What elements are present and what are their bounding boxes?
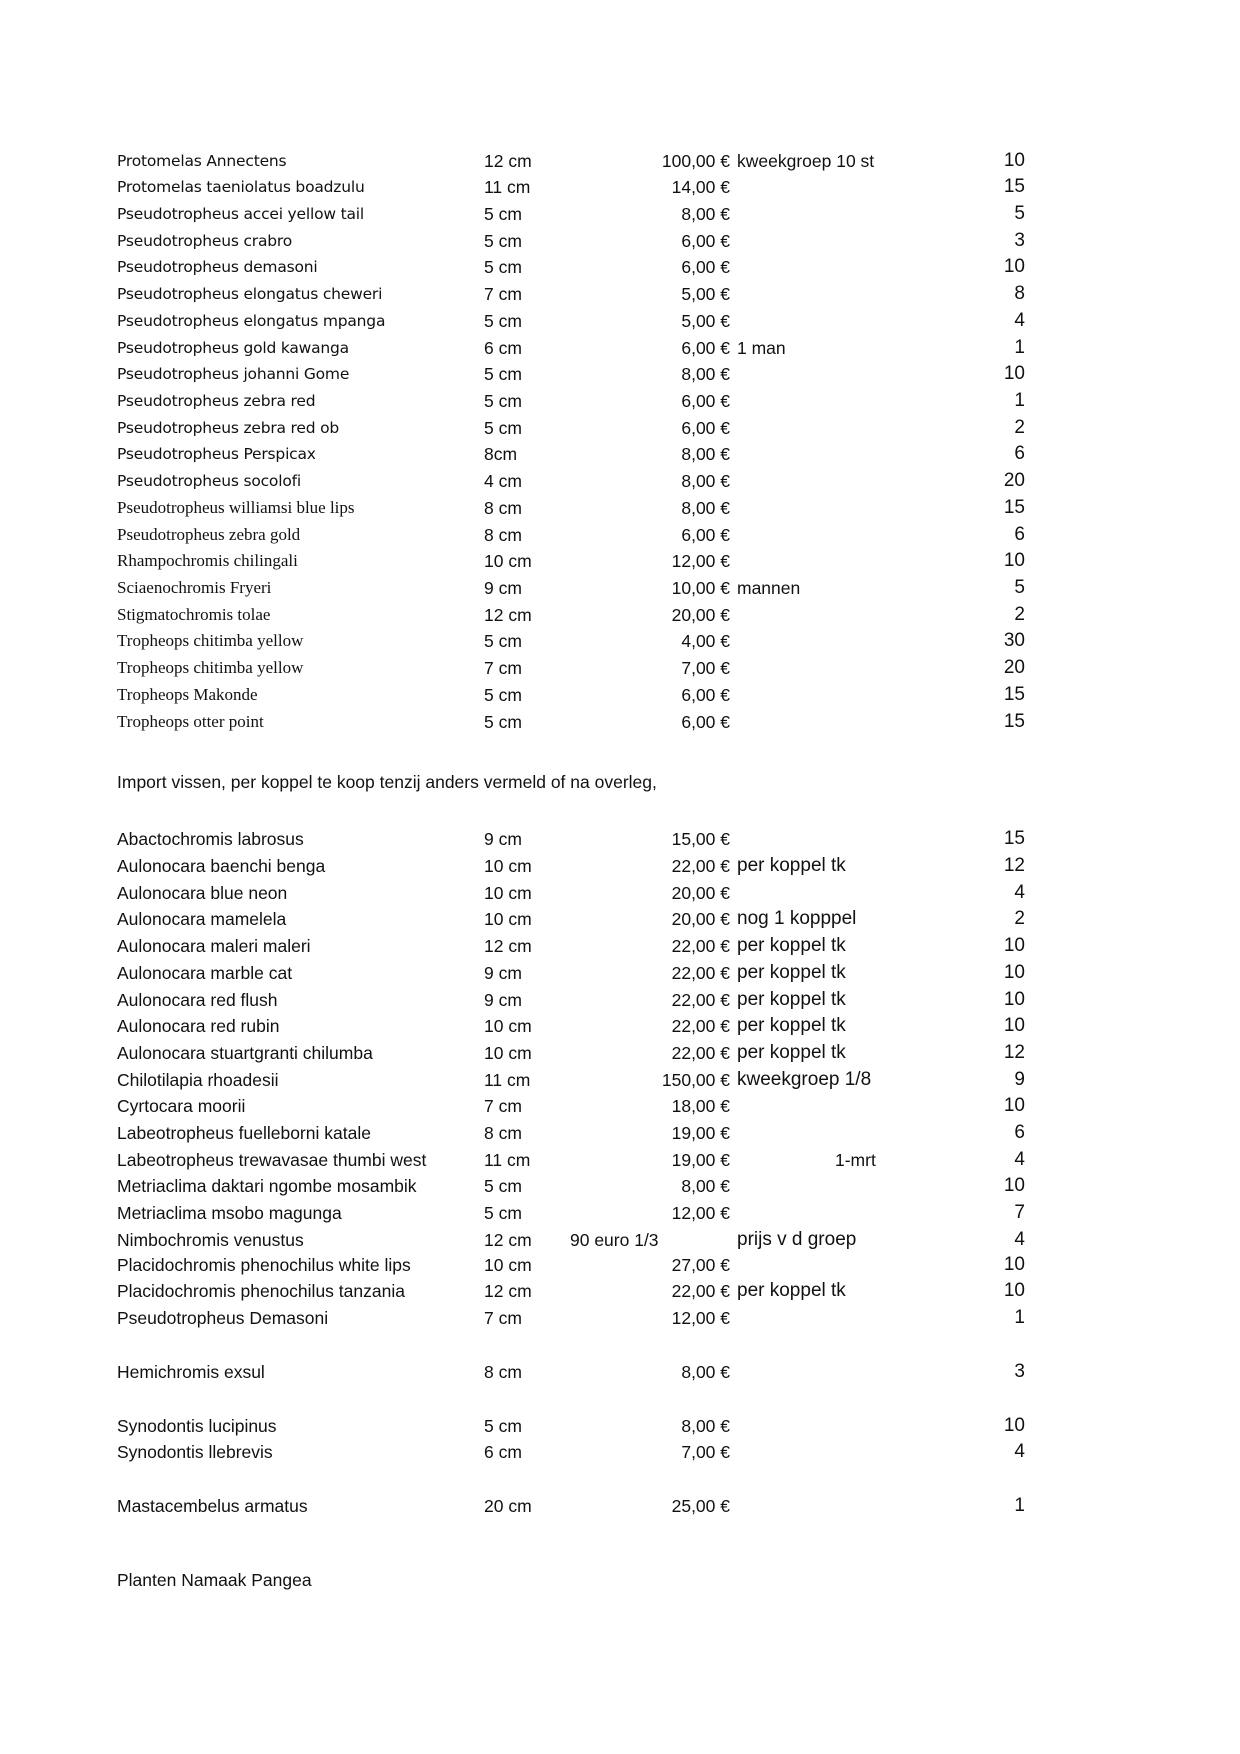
species-name: Aulonocara maleri maleri — [117, 936, 311, 956]
species-name: Tropheops Makonde — [117, 685, 258, 704]
fish-size: 10 cm — [484, 856, 532, 876]
table-row — [0, 415, 1240, 441]
price: 22,00 € — [671, 936, 730, 956]
species-name: Tropheops chitimba yellow — [117, 631, 304, 650]
table-row — [0, 228, 1240, 254]
quantity: 4 — [1014, 882, 1025, 903]
species-name: Pseudotropheus elongatus mpanga — [117, 312, 386, 330]
species-name: Aulonocara red flush — [117, 990, 278, 1010]
price: 8,00 € — [681, 498, 730, 518]
fish-size: 6 cm — [484, 1442, 522, 1462]
species-name: Nimbochromis venustus — [117, 1230, 304, 1250]
price: 22,00 € — [671, 963, 730, 983]
table-row — [0, 655, 1240, 681]
price: 8,00 € — [681, 1362, 730, 1382]
quantity: 10 — [1003, 1415, 1025, 1436]
price: 6,00 € — [681, 257, 730, 277]
fish-size: 5 cm — [484, 631, 522, 651]
species-name: Synodontis lucipinus — [117, 1416, 277, 1436]
fish-size: 9 cm — [484, 990, 522, 1010]
quantity: 15 — [1003, 711, 1025, 732]
quantity: 10 — [1003, 256, 1025, 277]
table-row — [0, 548, 1240, 574]
price: 22,00 € — [671, 1016, 730, 1036]
species-name: Cyrtocara moorii — [117, 1096, 246, 1116]
table-row — [0, 1439, 1240, 1465]
fish-size: 10 cm — [484, 909, 532, 929]
price: 12,00 € — [671, 1203, 730, 1223]
quantity: 4 — [1014, 1441, 1025, 1462]
species-name: Placidochromis phenochilus white lips — [117, 1255, 411, 1275]
quantity: 10 — [1003, 363, 1025, 384]
price: 90 euro 1/3 — [570, 1230, 659, 1250]
table-row — [0, 1227, 1240, 1253]
species-name: Protomelas Annectens — [117, 152, 287, 170]
table-row — [0, 960, 1240, 986]
fish-size: 5 cm — [484, 1176, 522, 1196]
note: mannen — [737, 578, 801, 598]
quantity: 2 — [1014, 908, 1025, 929]
species-name: Protomelas taeniolatus boadzulu — [117, 178, 365, 196]
quantity: 1 — [1014, 390, 1025, 411]
table-row — [0, 308, 1240, 334]
price: 22,00 € — [671, 1043, 730, 1063]
quantity: 15 — [1003, 684, 1025, 705]
table-row — [0, 281, 1240, 307]
price: 8,00 € — [681, 1416, 730, 1436]
price: 6,00 € — [681, 418, 730, 438]
fish-size: 12 cm — [484, 151, 532, 171]
note: kweekgroep 10 st — [737, 151, 875, 171]
species-name: Pseudotropheus williamsi blue lips — [117, 498, 355, 517]
note: per koppel tk — [737, 1015, 846, 1036]
table-row — [0, 628, 1240, 654]
price: 19,00 € — [671, 1150, 730, 1170]
price: 5,00 € — [681, 311, 730, 331]
fish-size: 5 cm — [484, 364, 522, 384]
table-row — [0, 1173, 1240, 1199]
price: 14,00 € — [671, 177, 730, 197]
price: 12,00 € — [671, 551, 730, 571]
quantity: 10 — [1003, 1015, 1025, 1036]
quantity: 4 — [1014, 1229, 1025, 1250]
quantity: 12 — [1003, 1042, 1025, 1063]
species-name: Hemichromis exsul — [117, 1362, 265, 1382]
quantity: 10 — [1003, 1280, 1025, 1301]
price: 25,00 € — [671, 1496, 730, 1516]
fish-size: 5 cm — [484, 204, 522, 224]
quantity: 5 — [1014, 203, 1025, 224]
quantity: 6 — [1014, 524, 1025, 545]
species-name: Pseudotropheus zebra red ob — [117, 419, 340, 437]
price: 7,00 € — [681, 658, 730, 678]
table-row — [0, 853, 1240, 879]
quantity: 2 — [1014, 604, 1025, 625]
species-name: Labeotropheus fuelleborni katale — [117, 1123, 371, 1143]
species-name: Pseudotropheus elongatus cheweri — [117, 285, 383, 303]
price: 22,00 € — [671, 1281, 730, 1301]
table-row — [0, 1200, 1240, 1226]
quantity: 10 — [1003, 989, 1025, 1010]
species-name: Aulonocara baenchi benga — [117, 856, 326, 876]
fish-size: 20 cm — [484, 1496, 532, 1516]
table-row — [0, 880, 1240, 906]
species-name: Aulonocara blue neon — [117, 883, 288, 903]
price: 18,00 € — [671, 1096, 730, 1116]
note: per koppel tk — [737, 935, 846, 956]
price: 6,00 € — [681, 685, 730, 705]
species-name: Rhampochromis chilingali — [117, 551, 298, 570]
fish-size: 9 cm — [484, 963, 522, 983]
quantity: 1 — [1014, 337, 1025, 358]
fish-size: 12 cm — [484, 1281, 532, 1301]
price: 6,00 € — [681, 338, 730, 358]
price: 6,00 € — [681, 525, 730, 545]
table-row — [0, 388, 1240, 414]
fish-size: 5 cm — [484, 311, 522, 331]
quantity: 12 — [1003, 855, 1025, 876]
price: 150,00 € — [661, 1070, 730, 1090]
note: per koppel tk — [737, 989, 846, 1010]
fish-size: 12 cm — [484, 936, 532, 956]
note: nog 1 kopppel — [737, 908, 857, 929]
quantity: 10 — [1003, 962, 1025, 983]
species-name: Aulonocara mamelela — [117, 909, 287, 929]
quantity: 10 — [1003, 550, 1025, 571]
table-row — [0, 826, 1240, 852]
table-row — [0, 1093, 1240, 1119]
table-row — [0, 1359, 1240, 1385]
fish-size: 7 cm — [484, 1096, 522, 1116]
note: per koppel tk — [737, 962, 846, 983]
fish-size: 8 cm — [484, 1123, 522, 1143]
price: 100,00 € — [661, 151, 730, 171]
quantity: 10 — [1003, 1095, 1025, 1116]
fish-size: 12 cm — [484, 1230, 532, 1250]
quantity: 7 — [1014, 1202, 1025, 1223]
table-row — [0, 201, 1240, 227]
table-row — [0, 1413, 1240, 1439]
fish-size: 9 cm — [484, 578, 522, 598]
price: 12,00 € — [671, 1308, 730, 1328]
note: per koppel tk — [737, 855, 846, 876]
species-name: Pseudotropheus Perspicax — [117, 445, 316, 463]
table-row — [0, 906, 1240, 932]
price: 20,00 € — [671, 605, 730, 625]
price: 8,00 € — [681, 444, 730, 464]
fish-size: 10 cm — [484, 1255, 532, 1275]
price: 15,00 € — [671, 829, 730, 849]
price: 6,00 € — [681, 712, 730, 732]
species-name: Placidochromis phenochilus tanzania — [117, 1281, 405, 1301]
fish-size: 8 cm — [484, 498, 522, 518]
price: 20,00 € — [671, 909, 730, 929]
fish-size: 11 cm — [484, 177, 531, 197]
fish-size: 10 cm — [484, 883, 532, 903]
table-row — [0, 468, 1240, 494]
quantity: 30 — [1003, 630, 1025, 651]
table-row — [0, 1013, 1240, 1039]
note: 1-mrt — [835, 1150, 876, 1170]
quantity: 15 — [1003, 176, 1025, 197]
species-name: Tropheops otter point — [117, 712, 264, 731]
fish-size: 10 cm — [484, 551, 532, 571]
fish-size: 7 cm — [484, 658, 522, 678]
quantity: 1 — [1014, 1307, 1025, 1328]
quantity: 10 — [1003, 1254, 1025, 1275]
table-row — [0, 987, 1240, 1013]
note: 1 man — [737, 338, 786, 358]
species-name: Pseudotropheus zebra gold — [117, 525, 301, 544]
species-name: Pseudotropheus demasoni — [117, 258, 318, 276]
price: 7,00 € — [681, 1442, 730, 1462]
price: 20,00 € — [671, 883, 730, 903]
table-row — [0, 933, 1240, 959]
fish-size: 7 cm — [484, 284, 522, 304]
species-name: Metriaclima msobo magunga — [117, 1203, 342, 1223]
species-name: Aulonocara stuartgranti chilumba — [117, 1043, 373, 1063]
price: 27,00 € — [671, 1255, 730, 1275]
fish-size: 5 cm — [484, 685, 522, 705]
species-name: Mastacembelus armatus — [117, 1496, 308, 1516]
table-row — [0, 1305, 1240, 1331]
table-row — [0, 441, 1240, 467]
quantity: 5 — [1014, 577, 1025, 598]
price: 22,00 € — [671, 856, 730, 876]
quantity: 6 — [1014, 443, 1025, 464]
plants-heading: Planten Namaak Pangea — [117, 1570, 312, 1590]
table-row — [0, 174, 1240, 200]
price: 19,00 € — [671, 1123, 730, 1143]
note: prijs v d groep — [737, 1229, 857, 1250]
species-name: Pseudotropheus zebra red — [117, 392, 316, 410]
quantity: 10 — [1003, 150, 1025, 171]
quantity: 3 — [1014, 1361, 1025, 1382]
price: 8,00 € — [681, 1176, 730, 1196]
fish-size: 8cm — [484, 444, 518, 464]
note: kweekgroep 1/8 — [737, 1069, 872, 1090]
price: 6,00 € — [681, 391, 730, 411]
quantity: 4 — [1014, 1149, 1025, 1170]
note: per koppel tk — [737, 1042, 846, 1063]
species-name: Pseudotropheus gold kawanga — [117, 339, 349, 357]
table-row — [0, 1067, 1240, 1093]
fish-size: 8 cm — [484, 1362, 522, 1382]
price: 8,00 € — [681, 204, 730, 224]
price: 6,00 € — [681, 231, 730, 251]
table-row — [0, 1493, 1240, 1519]
quantity: 6 — [1014, 1122, 1025, 1143]
fish-size: 4 cm — [484, 471, 522, 491]
species-name: Pseudotropheus socolofi — [117, 472, 301, 490]
fish-size: 5 cm — [484, 391, 522, 411]
table-row — [0, 682, 1240, 708]
table-row — [0, 335, 1240, 361]
price: 8,00 € — [681, 471, 730, 491]
fish-size: 5 cm — [484, 418, 522, 438]
note: per koppel tk — [737, 1280, 846, 1301]
table-row — [0, 602, 1240, 628]
fish-size: 5 cm — [484, 1416, 522, 1436]
fish-size: 6 cm — [484, 338, 522, 358]
fish-size: 8 cm — [484, 525, 522, 545]
species-name: Abactochromis labrosus — [117, 829, 304, 849]
table-row — [0, 575, 1240, 601]
table-row — [0, 148, 1240, 174]
table-row — [0, 1147, 1240, 1173]
price: 8,00 € — [681, 364, 730, 384]
species-name: Pseudotropheus accei yellow tail — [117, 205, 364, 223]
species-name: Pseudotropheus Demasoni — [117, 1308, 329, 1328]
table-row — [0, 522, 1240, 548]
price: 4,00 € — [681, 631, 730, 651]
price: 5,00 € — [681, 284, 730, 304]
species-name: Stigmatochromis tolae — [117, 605, 271, 624]
import-heading: Import vissen, per koppel te koop tenzij anders vermeld of na overleg, — [117, 772, 657, 792]
table-row — [0, 1120, 1240, 1146]
species-name: Synodontis llebrevis — [117, 1442, 273, 1462]
fish-size: 11 cm — [484, 1070, 531, 1090]
table-row — [0, 254, 1240, 280]
fish-size: 5 cm — [484, 712, 522, 732]
table-row — [0, 361, 1240, 387]
price: 22,00 € — [671, 990, 730, 1010]
quantity: 20 — [1003, 470, 1025, 491]
fish-size: 7 cm — [484, 1308, 522, 1328]
quantity: 8 — [1014, 283, 1025, 304]
fish-size: 9 cm — [484, 829, 522, 849]
table-row — [0, 1252, 1240, 1278]
quantity: 20 — [1003, 657, 1025, 678]
quantity: 10 — [1003, 1175, 1025, 1196]
quantity: 1 — [1014, 1495, 1025, 1516]
table-row — [0, 495, 1240, 521]
fish-size: 5 cm — [484, 1203, 522, 1223]
quantity: 9 — [1014, 1069, 1025, 1090]
species-name: Metriaclima daktari ngombe mosambik — [117, 1176, 417, 1196]
fish-size: 5 cm — [484, 231, 522, 251]
species-name: Aulonocara marble cat — [117, 963, 293, 983]
quantity: 15 — [1003, 828, 1025, 849]
table-row — [0, 709, 1240, 735]
fish-size: 10 cm — [484, 1043, 532, 1063]
table-row — [0, 1278, 1240, 1304]
species-name: Sciaenochromis Fryeri — [117, 578, 272, 597]
quantity: 2 — [1014, 417, 1025, 438]
species-name: Tropheops chitimba yellow — [117, 658, 304, 677]
fish-size: 5 cm — [484, 257, 522, 277]
fish-size: 11 cm — [484, 1150, 531, 1170]
fish-size: 10 cm — [484, 1016, 532, 1036]
species-name: Pseudotropheus johanni Gome — [117, 365, 350, 383]
species-name: Pseudotropheus crabro — [117, 232, 292, 250]
species-name: Chilotilapia rhoadesii — [117, 1070, 279, 1090]
fish-size: 12 cm — [484, 605, 532, 625]
quantity: 10 — [1003, 935, 1025, 956]
price: 10,00 € — [671, 578, 730, 598]
quantity: 3 — [1014, 230, 1025, 251]
quantity: 4 — [1014, 310, 1025, 331]
species-name: Aulonocara red rubin — [117, 1016, 280, 1036]
species-name: Labeotropheus trewavasae thumbi west — [117, 1150, 427, 1170]
quantity: 15 — [1003, 497, 1025, 518]
table-row — [0, 1040, 1240, 1066]
